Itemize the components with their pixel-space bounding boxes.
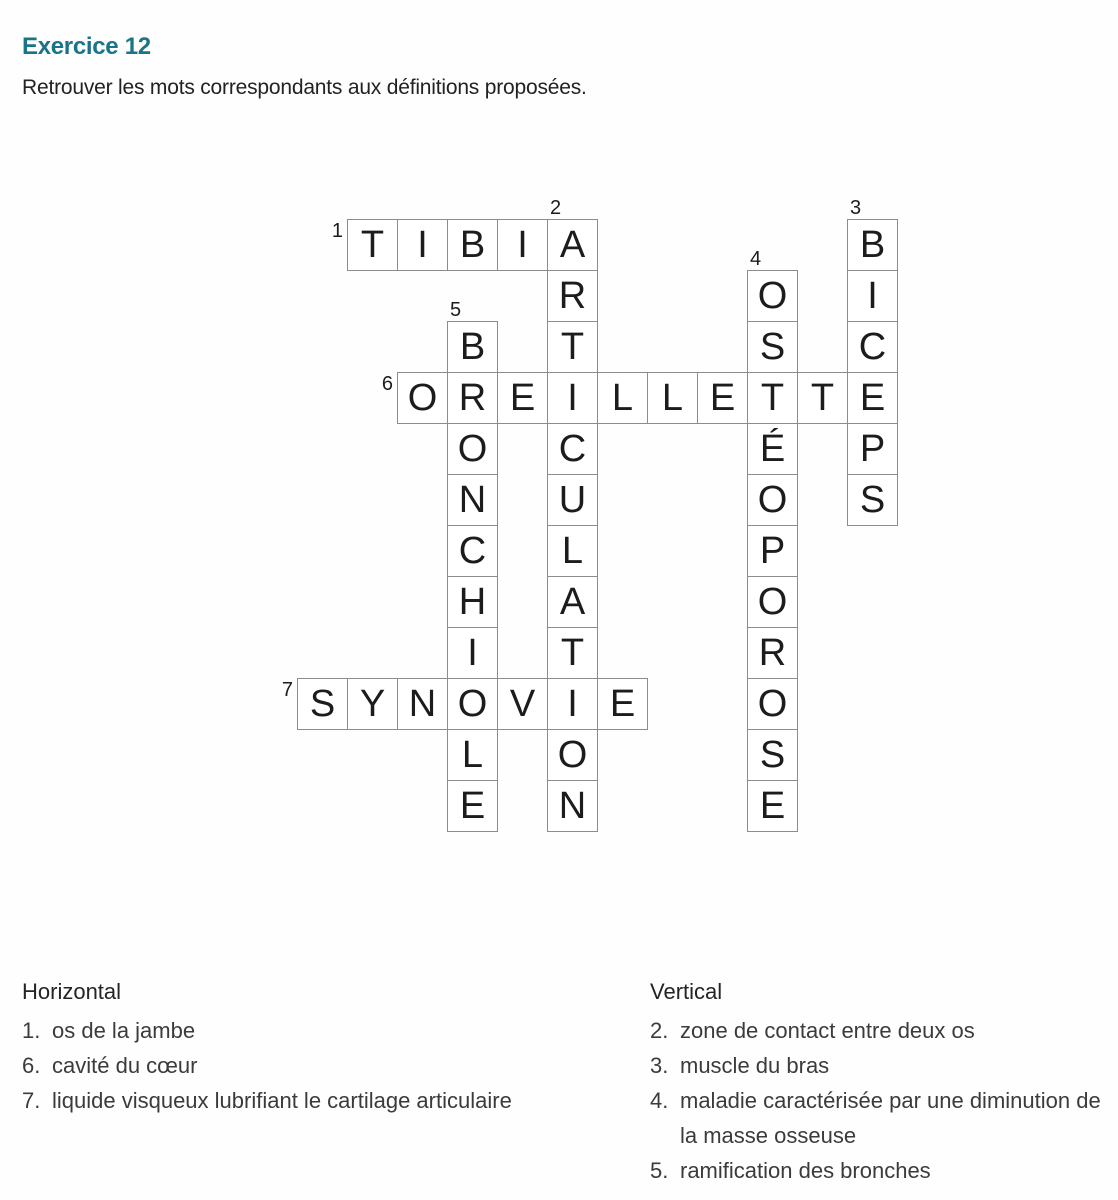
grid-cell: S [297, 678, 348, 730]
grid-cell: T [797, 372, 848, 424]
grid-number-1: 1 [331, 220, 343, 242]
exercise-title: Exercice 12 [22, 33, 151, 60]
clues-horizontal-heading: Horizontal [22, 979, 122, 1004]
clue-item-text: liquide visqueux lubrifiant le cartilage articulaire [52, 1088, 512, 1113]
grid-cell: O [447, 423, 498, 475]
clue-item [650, 1153, 1112, 1188]
grid-cell: I [847, 270, 898, 322]
grid-cell: L [547, 525, 598, 577]
grid-cell: O [547, 729, 598, 781]
grid-cell: Y [347, 678, 398, 730]
grid-cell: E [597, 678, 648, 730]
grid-cell: E [697, 372, 748, 424]
grid-cell: É [747, 423, 798, 475]
grid-cell: T [747, 372, 798, 424]
grid-cell: L [597, 372, 648, 424]
grid-cell: T [347, 219, 398, 271]
clue-item [650, 1013, 1112, 1048]
clue-item-text: maladie caractérisée par une diminution de la masse osseuse [680, 1088, 1101, 1148]
clues-vertical-list [650, 1013, 1112, 1188]
grid-cell: H [447, 576, 498, 628]
grid-cell: L [447, 729, 498, 781]
clue-item-text: muscle du bras [680, 1053, 830, 1078]
grid-cell: A [547, 576, 598, 628]
clue-item-number: 5. [650, 1158, 669, 1183]
grid-cell: I [547, 372, 598, 424]
clues-horizontal-section [22, 974, 622, 1118]
grid-cell: S [847, 474, 898, 526]
exercise-instruction: Retrouver les mots correspondants aux définitions proposées. [22, 76, 587, 99]
grid-cell: O [447, 678, 498, 730]
grid-cell: I [497, 219, 548, 271]
grid-cell: O [747, 474, 798, 526]
grid-cell: I [547, 678, 598, 730]
grid-cell: O [747, 576, 798, 628]
grid-cell: R [747, 627, 798, 679]
clue-item-text: cavité du cœur [52, 1053, 198, 1078]
clue-item-number: 3. [650, 1053, 669, 1078]
grid-cell: A [547, 219, 598, 271]
grid-cell: I [397, 219, 448, 271]
grid-cell: U [547, 474, 598, 526]
clue-item [22, 1013, 622, 1048]
grid-cell: O [397, 372, 448, 424]
grid-cell: C [847, 321, 898, 373]
grid-cell: N [397, 678, 448, 730]
grid-cell: O [747, 270, 798, 322]
clue-item-text: zone de contact entre deux os [680, 1018, 975, 1043]
grid-number-7: 7 [281, 679, 293, 701]
clue-item-number: 2. [650, 1018, 669, 1043]
grid-cell: P [747, 525, 798, 577]
grid-cell: B [447, 321, 498, 373]
grid-cell: C [547, 423, 598, 475]
grid-cell: C [447, 525, 498, 577]
grid-cell: S [747, 321, 798, 373]
grid-cell: N [447, 474, 498, 526]
grid-number-5: 5 [450, 299, 462, 321]
grid-cell: V [497, 678, 548, 730]
grid-number-4: 4 [750, 248, 762, 270]
grid-cell: O [747, 678, 798, 730]
clue-item [650, 1048, 1112, 1083]
grid-number-2: 2 [550, 197, 562, 219]
grid-number-3: 3 [850, 197, 862, 219]
clue-item [22, 1083, 622, 1118]
grid-cell: E [497, 372, 548, 424]
grid-cell: S [747, 729, 798, 781]
grid-cell: L [647, 372, 698, 424]
grid-number-6: 6 [381, 373, 393, 395]
grid-cell: E [447, 780, 498, 832]
clues-vertical-heading: Vertical [650, 979, 723, 1004]
grid-cell: E [847, 372, 898, 424]
grid-cell: R [547, 270, 598, 322]
grid-cell: T [547, 627, 598, 679]
clue-item-number: 7. [22, 1088, 41, 1113]
grid-cell: I [447, 627, 498, 679]
clue-item-text: os de la jambe [52, 1018, 196, 1043]
clues-vertical-section [650, 974, 1112, 1188]
grid-cell: P [847, 423, 898, 475]
clue-item [650, 1083, 1112, 1153]
grid-cell: E [747, 780, 798, 832]
crossword-grid [281, 197, 898, 832]
grid-cell: N [547, 780, 598, 832]
clue-item-number: 6. [22, 1053, 41, 1078]
clue-item-number: 1. [22, 1018, 41, 1043]
grid-cell: B [847, 219, 898, 271]
clues-horizontal-list [22, 1013, 622, 1118]
grid-cell: R [447, 372, 498, 424]
clue-item-text: ramification des bronches [680, 1158, 931, 1183]
grid-cell: T [547, 321, 598, 373]
clue-item-number: 4. [650, 1088, 669, 1113]
grid-cell: B [447, 219, 498, 271]
clue-item [22, 1048, 622, 1083]
